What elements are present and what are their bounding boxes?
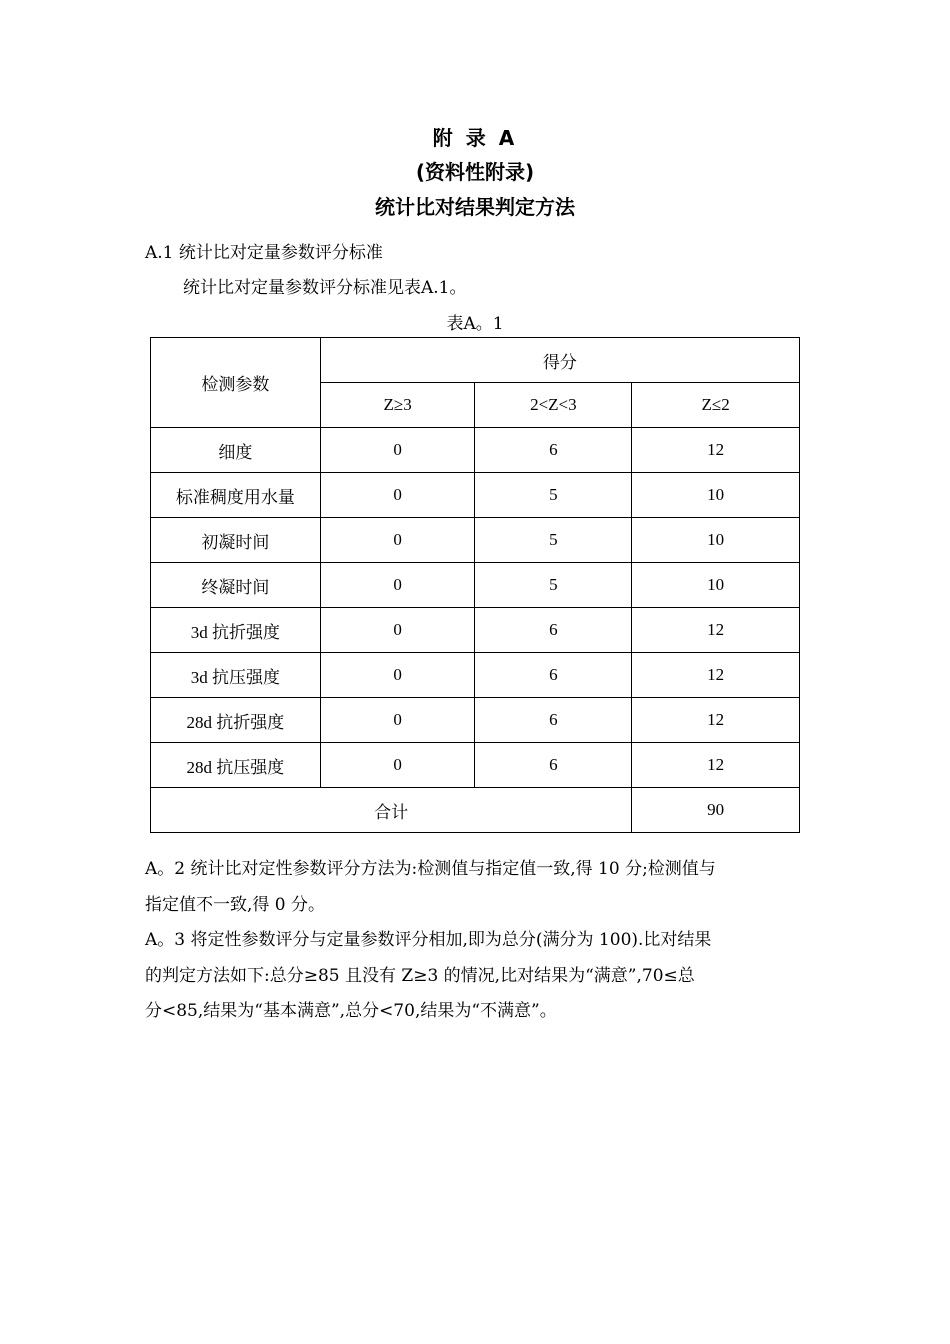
score-cell: 0 bbox=[320, 698, 475, 743]
table-row bbox=[151, 428, 800, 473]
score-cell: 6 bbox=[475, 653, 632, 698]
score-cell: 6 bbox=[475, 698, 632, 743]
score-cell: 6 bbox=[475, 608, 632, 653]
section-a1-heading: A.1 统计比对定量参数评分标准 bbox=[145, 243, 383, 263]
section-a2-line: A。2 统计比对定性参数评分方法为:检测值与指定值一致,得 10 分;检测值与 bbox=[145, 859, 716, 879]
score-cell: 12 bbox=[632, 698, 800, 743]
score-cell: 12 bbox=[632, 743, 800, 788]
param-cell: 终凝时间 bbox=[151, 563, 321, 608]
total-label: 合计 bbox=[151, 788, 632, 833]
total-value: 90 bbox=[632, 788, 800, 833]
score-col-header: 2<Z<3 bbox=[475, 383, 632, 428]
score-cell: 0 bbox=[320, 428, 475, 473]
header-param: 检测参数 bbox=[151, 338, 321, 428]
score-cell: 6 bbox=[475, 428, 632, 473]
score-cell: 0 bbox=[320, 518, 475, 563]
table-row bbox=[151, 698, 800, 743]
section-a3-line: 的判定方法如下:总分≥85 且没有 Z≥3 的情况,比对结果为“满意”,70≤总 bbox=[145, 965, 695, 986]
table-row bbox=[151, 563, 800, 608]
param-cell: 28d 抗折强度 bbox=[151, 698, 321, 743]
section-a3-line: 分<85,结果为“基本满意”,总分<70,结果为“不满意”。 bbox=[145, 1001, 557, 1021]
score-cell: 12 bbox=[632, 608, 800, 653]
param-cell: 初凝时间 bbox=[151, 518, 321, 563]
score-table bbox=[150, 337, 800, 833]
score-cell: 5 bbox=[475, 473, 632, 518]
score-cell: 0 bbox=[320, 743, 475, 788]
appendix-title: 附 录 A bbox=[432, 126, 518, 150]
score-col-header: Z≥3 bbox=[320, 383, 475, 428]
section-a1-intro: 统计比对定量参数评分标准见表A.1。 bbox=[183, 278, 467, 298]
param-cell: 3d 抗压强度 bbox=[151, 653, 321, 698]
appendix-type: (资料性附录) bbox=[415, 160, 535, 184]
score-cell: 0 bbox=[320, 563, 475, 608]
section-a2-line: 指定值不一致,得 0 分。 bbox=[145, 894, 326, 915]
section-a2 bbox=[145, 852, 805, 923]
table-row bbox=[151, 653, 800, 698]
table-row bbox=[151, 518, 800, 563]
table-row bbox=[151, 608, 800, 653]
main-title: 统计比对结果判定方法 bbox=[375, 195, 575, 219]
section-a3-line: A。3 将定性参数评分与定量参数评分相加,即为总分(满分为 100).比对结果 bbox=[145, 930, 712, 950]
score-cell: 5 bbox=[475, 518, 632, 563]
param-cell: 3d 抗折强度 bbox=[151, 608, 321, 653]
header-score: 得分 bbox=[320, 338, 799, 383]
score-cell: 0 bbox=[320, 653, 475, 698]
table-row bbox=[151, 473, 800, 518]
score-cell: 10 bbox=[632, 563, 800, 608]
table-header-row bbox=[151, 338, 800, 383]
score-cell: 6 bbox=[475, 743, 632, 788]
score-cell: 5 bbox=[475, 563, 632, 608]
score-cell: 12 bbox=[632, 653, 800, 698]
score-cell: 0 bbox=[320, 608, 475, 653]
score-cell: 12 bbox=[632, 428, 800, 473]
table-row bbox=[151, 743, 800, 788]
score-cell: 10 bbox=[632, 518, 800, 563]
param-cell: 28d 抗压强度 bbox=[151, 743, 321, 788]
table-caption: 表A。1 bbox=[446, 314, 504, 334]
section-a3 bbox=[145, 923, 805, 1030]
score-cell: 0 bbox=[320, 473, 475, 518]
table-total-row bbox=[151, 788, 800, 833]
param-cell: 标准稠度用水量 bbox=[151, 473, 321, 518]
param-cell: 细度 bbox=[151, 428, 321, 473]
score-cell: 10 bbox=[632, 473, 800, 518]
score-col-header: Z≤2 bbox=[632, 383, 800, 428]
